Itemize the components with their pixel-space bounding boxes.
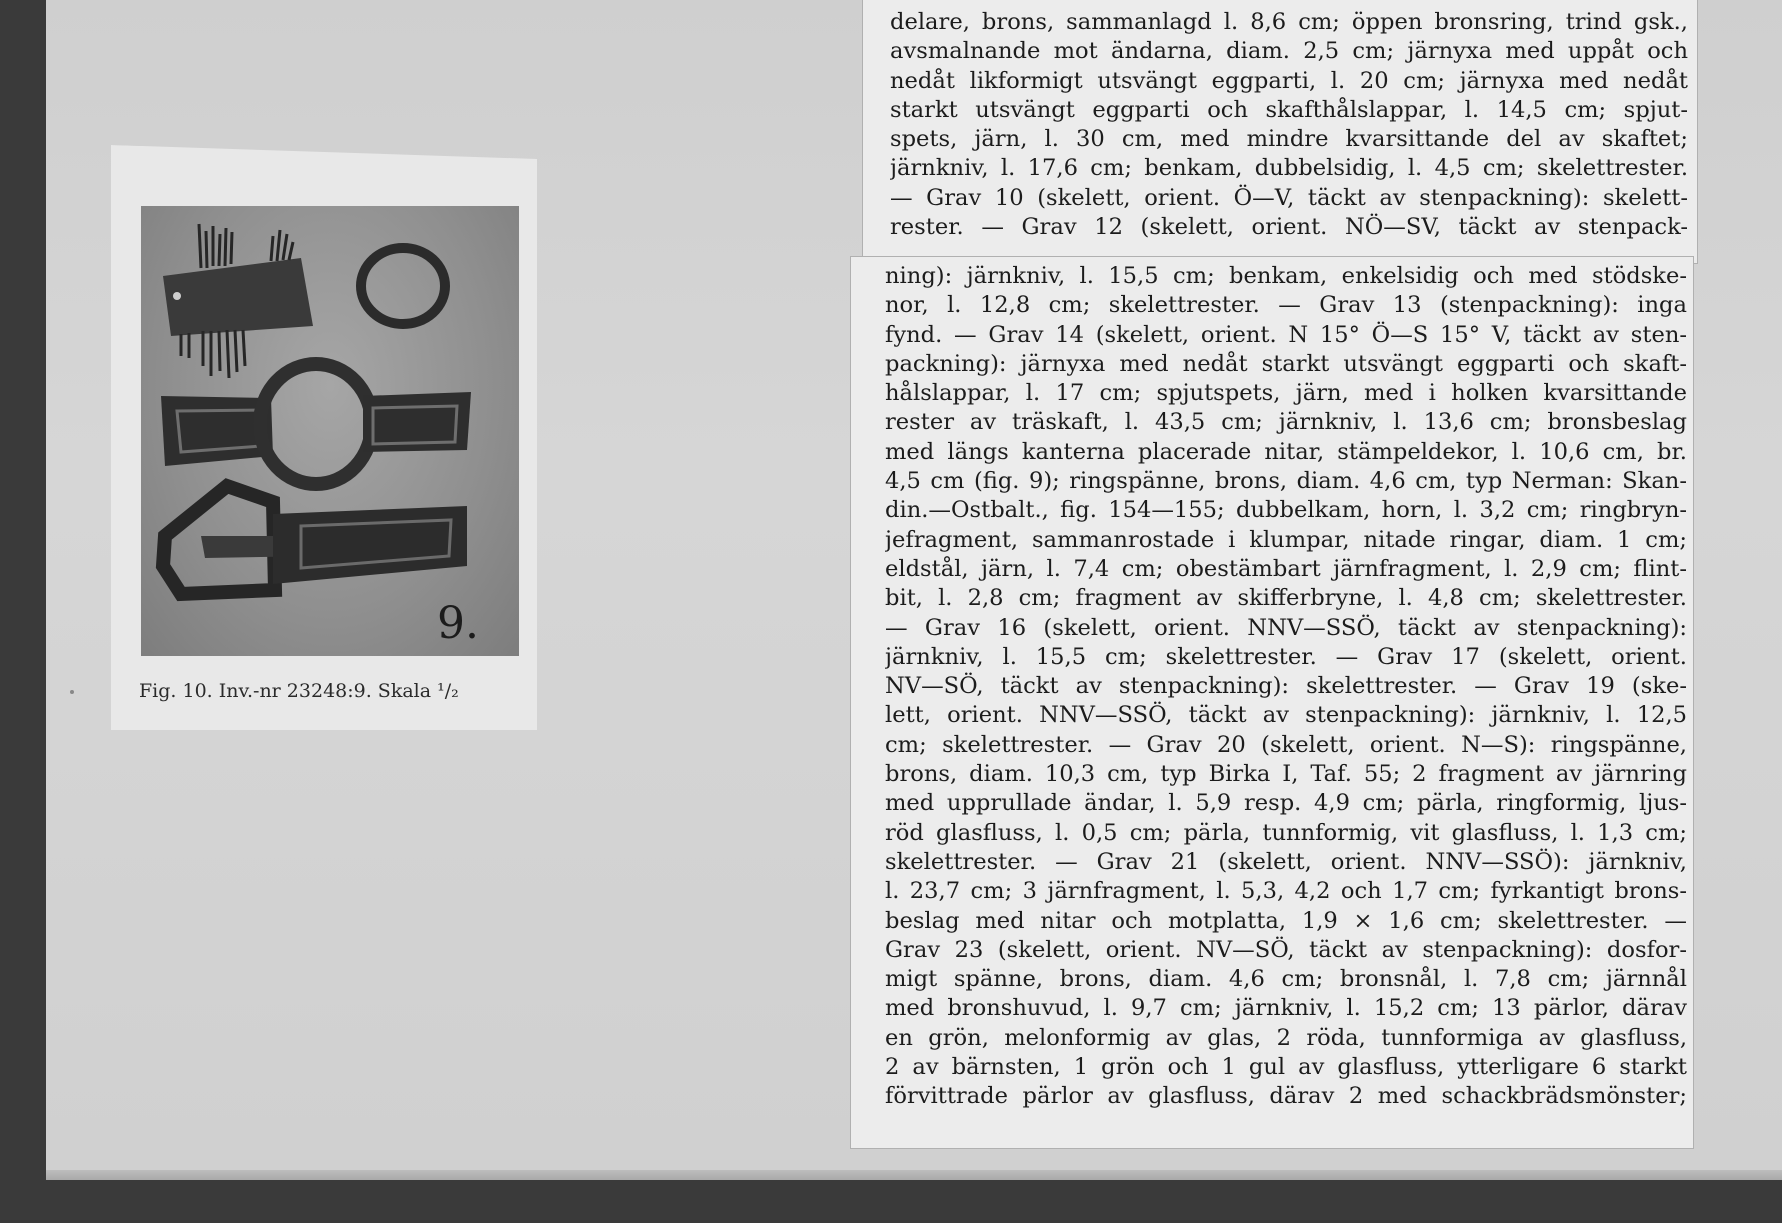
text-line: rester. — Grav 12 (skelett, orient. NÖ—SV, täckt av stenpack- xyxy=(890,214,1688,241)
text-line: 4,5 cm (fig. 9); ringspänne, brons, diam. 4,6 cm, typ Nerman: Skan- xyxy=(885,468,1687,495)
ring-icon xyxy=(361,248,445,324)
text-line: — Grav 16 (skelett, orient. NNV—SSÖ, täckt av stenpackning): xyxy=(885,614,1687,641)
text-line: bit, l. 2,8 cm; fragment av skifferbryne, l. 4,8 cm; skelettrester. xyxy=(885,585,1687,612)
photo-number: 9. xyxy=(437,598,479,649)
text-line: ning): järnkniv, l. 15,5 cm; benkam, enkelsidig och med stödske- xyxy=(885,263,1687,289)
text-line: delare, brons, sammanlagd l. 8,6 cm; öppen bronsring, trind gsk., xyxy=(890,9,1688,35)
text-line: röd glasfluss, l. 0,5 cm; pärla, tunnformig, vit glasfluss, l. 1,3 cm; xyxy=(885,819,1687,846)
text-line: fynd. — Grav 14 (skelett, orient. N 15° Ö—S 15° V, täckt av sten- xyxy=(885,321,1687,348)
text-block-top xyxy=(890,8,1688,242)
text-line: — Grav 10 (skelett, orient. Ö—V, täckt av stenpackning): skelett- xyxy=(890,184,1688,211)
figure-caption xyxy=(139,680,519,702)
text-block-main xyxy=(885,262,1687,1112)
text-line: järnkniv, l. 17,6 cm; benkam, dubbelsidig, l. 4,5 cm; skelettrester. xyxy=(890,155,1688,182)
text-line: lett, orient. NNV—SSÖ, täckt av stenpackning): järnkniv, l. 12,5 xyxy=(885,702,1687,729)
text-line: med bronshuvud, l. 9,7 cm; järnkniv, l. 15,2 cm; 13 pärlor, därav xyxy=(885,995,1687,1022)
comb-icon xyxy=(163,224,313,378)
text-line: beslag med nitar och motplatta, 1,9 × 1,6 cm; skelettrester. — xyxy=(885,907,1687,934)
caption-text: Fig. 10. Inv.-nr 23248:9. Skala xyxy=(139,680,438,702)
text-line: 2 av bärnsten, 1 grön och 1 gul av glasfluss, ytterligare 6 starkt xyxy=(885,1054,1687,1081)
page-bottom-edge xyxy=(46,1170,1782,1180)
text-line: rester av träskaft, l. 43,5 cm; järnkniv, l. 13,6 cm; bronsbeslag xyxy=(885,409,1687,436)
text-line: en grön, melonformig av glas, 2 röda, tunnformiga av glasfluss, xyxy=(885,1024,1687,1051)
strap-mount-icon xyxy=(161,364,471,484)
text-line: din.—Ostbalt., fig. 154—155; dubbelkam, horn, l. 3,2 cm; ringbryn- xyxy=(885,497,1687,524)
artifacts-illustration xyxy=(141,206,519,656)
text-line: avsmalnande mot ändarna, diam. 2,5 cm; järnyxa med uppåt och xyxy=(890,38,1688,65)
stray-mark xyxy=(70,690,74,694)
text-line: NV—SÖ, täckt av stenpackning): skelettrester. — Grav 19 (ske- xyxy=(885,673,1687,700)
text-line: hålslappar, l. 17 cm; spjutspets, järn, med i holken kvarsittande xyxy=(885,380,1687,407)
text-line: skelettrester. — Grav 21 (skelett, orient. NNV—SSÖ): järnkniv, xyxy=(885,848,1687,875)
text-line: förvittrade pärlor av glasfluss, därav 2 med schackbrädsmönster; xyxy=(885,1083,1687,1110)
text-line: migt spänne, brons, diam. 4,6 cm; bronsnål, l. 7,8 cm; järnnål xyxy=(885,966,1687,993)
text-line: jefragment, sammanrostade i klumpar, nitade ringar, diam. 1 cm; xyxy=(885,526,1687,553)
text-line: nor, l. 12,8 cm; skelettrester. — Grav 13 (stenpackning): inga xyxy=(885,292,1687,319)
text-line: Grav 23 (skelett, orient. NV—SÖ, täckt av stenpackning): dosfor- xyxy=(885,936,1687,963)
buckle-icon xyxy=(163,486,467,594)
caption-scale: ¹/₂ xyxy=(437,680,459,702)
text-line: eldstål, järn, l. 7,4 cm; obestämbart järnfragment, l. 2,9 cm; flint- xyxy=(885,555,1687,582)
text-line: brons, diam. 10,3 cm, typ Birka I, Taf. 55; 2 fragment av järnring xyxy=(885,761,1687,788)
text-line: packning): järnyxa med nedåt starkt utsvängt eggparti och skaft- xyxy=(885,350,1687,377)
text-line: nedåt likformigt utsvängt eggparti, l. 20 cm; järnyxa med nedåt xyxy=(890,67,1688,94)
text-line: järnkniv, l. 15,5 cm; skelettrester. — Grav 17 (skelett, orient. xyxy=(885,643,1687,670)
text-line: l. 23,7 cm; 3 järnfragment, l. 5,3, 4,2 och 1,7 cm; fyrkantigt brons- xyxy=(885,878,1687,905)
text-line: spets, järn, l. 30 cm, med mindre kvarsittande del av skaftet; xyxy=(890,126,1688,153)
text-line: med upprullade ändar, l. 5,9 resp. 4,9 cm; pärla, ringformig, ljus- xyxy=(885,790,1687,817)
text-line: starkt utsvängt eggparti och skafthålslappar, l. 14,5 cm; spjut- xyxy=(890,96,1688,123)
text-line: med längs kanterna placerade nitar, stämpeldekor, l. 10,6 cm, br. xyxy=(885,438,1687,465)
figure-photo xyxy=(141,206,519,656)
text-line: cm; skelettrester. — Grav 20 (skelett, orient. N—S): ringspänne, xyxy=(885,731,1687,758)
